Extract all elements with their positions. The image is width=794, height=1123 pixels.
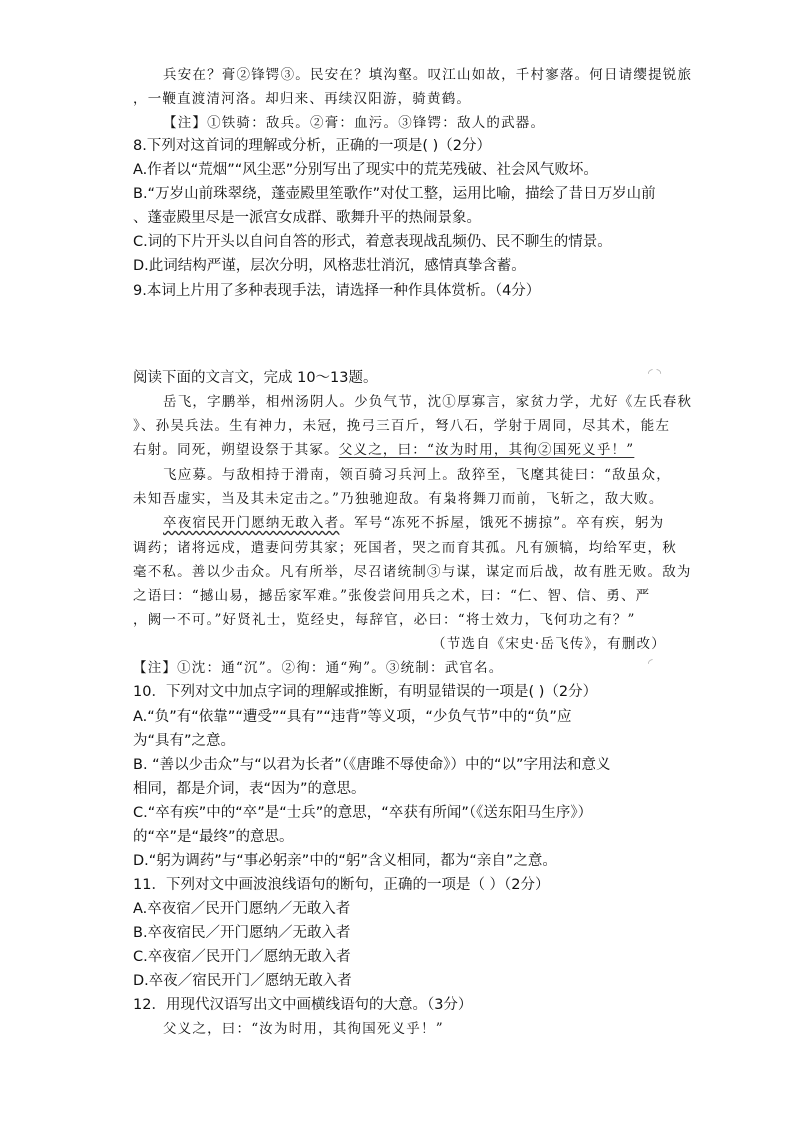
- poem-line: ，一鞭直渡清河洛。却归来、再续汉阳游，骑黄鹤。: [133, 91, 472, 107]
- option-d: D.“躬为调药”与“事必躬亲”中的“躬”含义相同，都为“亲自”之意。: [133, 853, 557, 869]
- option-b-continued: 相同，都是介词，表“因为”的意思。: [133, 781, 366, 797]
- option-a: A.“负”有“依靠”“遭受”“具有”“违背”等义项，“少负气节”中的“负”应: [133, 709, 572, 725]
- option-b-continued: 、蓬壶殿里尽是一派宫女成群、歌舞升平的热闹景象。: [133, 210, 481, 226]
- passage-line: 未知吾虚实，当及其未定击之。”乃独驰迎敌。有枭将舞刀而前，飞斩之，敌大败。: [133, 491, 664, 507]
- passage-text: 右射。同死，朔望设祭于其冢。: [133, 442, 339, 458]
- question-12-stem: 12．用现代汉语写出文中画横线语句的大意。（3分）: [133, 997, 473, 1013]
- passage-line: 毫不私。善以少击众。凡有所举，尽召诸统制③与谋，谋定而后战，故有胜无败。敌为: [133, 564, 692, 580]
- scan-mark-icon: ◜: [648, 656, 653, 670]
- option-a: A.作者以“荒烟”“风尘恶”分别写出了现实中的荒芜残破、社会风气败坏。: [133, 162, 598, 178]
- question-10-stem: 10．下列对文中加点字词的理解或推断，有明显错误的一项是( )（2分）: [133, 684, 598, 700]
- question-11-stem: 11．下列对文中画波浪线语句的断句，正确的一项是（ ）（2分）: [133, 877, 550, 893]
- passage-line: ，阙一不可。”好贤礼士，览经史，每辞官，必曰：“将士效力，飞何功之有？”: [133, 612, 636, 628]
- passage-line: 之语曰：“撼山易，撼岳家军难。”张俊尝问用兵之术，曰：“仁、智、信、勇、严: [133, 588, 651, 604]
- reading-intro: 阅读下面的文言文，完成 10～13题。: [133, 370, 378, 386]
- passage-note: 【注】①沈：通“沉”。②徇：通“殉”。③统制：武官名。: [133, 660, 504, 676]
- option-d: D.卒夜／宿民开门／愿纳无敢入者: [133, 973, 352, 989]
- passage-line: 岳飞，字鹏举，相州汤阴人。少负气节，沈①厚寡言，家贫力学，尤好《左氏春秋: [163, 394, 693, 410]
- scan-mark-icon: ◜ ◝: [648, 366, 662, 380]
- question-9-stem: 9.本词上片用了多种表现手法，请选择一种作具体赏析。（4分）: [133, 283, 541, 299]
- option-a: A.卒夜宿／民开门愿纳／无敢入者: [133, 901, 351, 917]
- option-c: C.词的下片开头以自问自答的形式，着意表现战乱频仍、民不聊生的情景。: [133, 234, 612, 250]
- option-a-continued: 为“具有”之意。: [133, 733, 236, 749]
- passage-line: [163, 513, 664, 533]
- option-c: C.卒夜宿／民开门／愿纳无敢入者: [133, 949, 351, 965]
- poem-line: 兵安在？膏②锋锷③。民安在？填沟壑。叹江山如故，千村寥落。何日请缨提锐旅: [163, 67, 693, 83]
- wavy-underlined-sentence: 卒夜宿民开门愿纳无敢入者: [163, 515, 340, 531]
- poem-note: 【注】①铁骑：敌兵。②膏：血污。③锋锷：敌人的武器。: [163, 115, 546, 131]
- question-8-stem: 8.下列对这首词的理解或分析，正确的一项是( )（2分）: [133, 138, 491, 154]
- option-b: B.“万岁山前珠翠绕，蓬壶殿里笙歌作”对仗工整，运用比喻，描绘了昔日万岁山前: [133, 186, 656, 202]
- passage-line: 调药；诸将远戍，遣妻问劳其家；死国者，哭之而育其孤。凡有颁犒，均给军吏，秋: [133, 540, 677, 556]
- passage-source: （节选自《宋史·岳飞传》，有删改）: [432, 636, 666, 652]
- option-b: B.卒夜宿民／开门愿纳／无敢入者: [133, 925, 351, 941]
- passage-line: 飞应募。与敌相持于滑南，领百骑习兵河上。敌猝至，飞麾其徒曰：“敌虽众，: [163, 467, 671, 483]
- option-d: D.此词结构严谨，层次分明，风格悲壮消沉，感情真挚含蓄。: [133, 258, 526, 274]
- option-c: C.“卒有疾”中的“卒”是“士兵”的意思，“卒获有所闻”（《送东阳马生序》）: [133, 805, 593, 821]
- passage-text: 。军号“冻死不拆屋，饿死不掳掠”。卒有疾，躬为: [339, 515, 665, 531]
- question-12-quote: 父义之，曰：“汝为时用，其徇国死义乎！”: [163, 1021, 444, 1037]
- option-b: B. “善以少击众”与“以君为长者”（《唐雎不辱使命》）中的“以”字用法和意义: [133, 757, 611, 773]
- option-c-continued: 的“卒”是“最终”的意思。: [133, 829, 294, 845]
- passage-line: [133, 440, 634, 460]
- passage-line: 》、孙吴兵法。生有神力，未冠，挽弓三百斤，弩八石，学射于周同，尽其术，能左: [133, 418, 671, 434]
- underlined-sentence: 父义之，曰：“汝为时用，其徇②国死义乎！”: [338, 442, 635, 458]
